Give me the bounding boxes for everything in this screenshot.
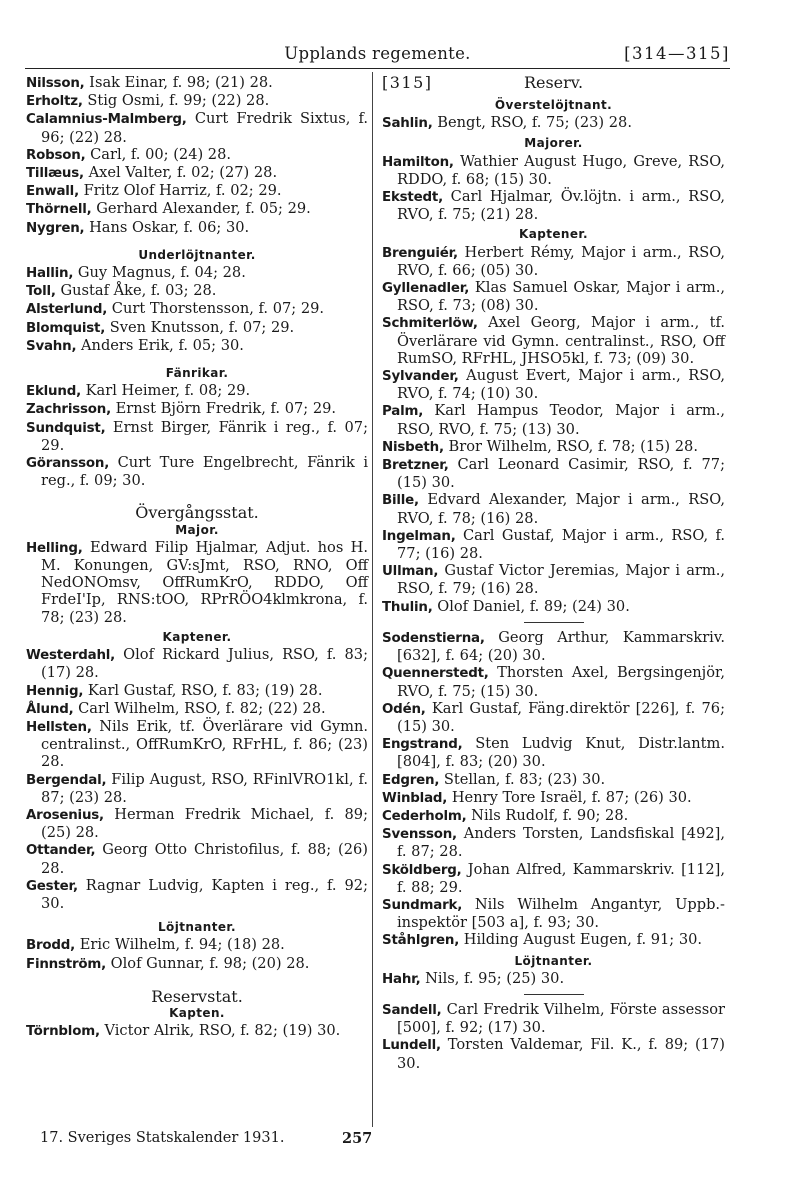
- officer-details: Axel Georg, Major i arm., tf. Överlärare vid Gymn. centralinst., RSO, Off RumSO, RFrHL, JHSO5kl, f. 73; (09) 30.: [397, 314, 725, 367]
- officer-surname: Calamnius-Malmberg,: [26, 112, 187, 128]
- officer-surname: Finnström,: [26, 956, 107, 972]
- officer-entry: [382, 279, 725, 314]
- officer-entry: [26, 1022, 368, 1040]
- officer-entry: [382, 456, 725, 491]
- officer-entry: [382, 970, 725, 988]
- officer-surname: Cederholm,: [382, 808, 467, 824]
- officer-surname: Ullman,: [382, 564, 439, 580]
- officer-surname: Ekstedt,: [382, 190, 443, 206]
- officer-surname: Schmiterlöw,: [382, 316, 478, 332]
- officer-entry: [26, 454, 368, 489]
- officer-surname: Hamilton,: [382, 154, 454, 170]
- officer-entry: [382, 562, 725, 597]
- officer-entry: [26, 419, 368, 454]
- officer-entry: [382, 1036, 725, 1071]
- officer-entry: [26, 955, 368, 973]
- officer-entry: [382, 491, 725, 526]
- officer-details: Anders Torsten, Landsfiskal [492], f. 87; 28.: [397, 825, 725, 861]
- officer-list: [382, 970, 725, 988]
- officer-entry: [382, 807, 725, 825]
- officer-surname: Göransson,: [26, 456, 110, 472]
- officer-surname: Hennig,: [26, 683, 84, 699]
- officer-details: Carl Leonard Casimir, RSO, f. 77; (15) 30.: [397, 456, 725, 492]
- officer-surname: Brenguiér,: [382, 245, 458, 261]
- officer-list: [26, 264, 368, 355]
- officer-surname: Erholtz,: [26, 94, 83, 110]
- officer-details: Gustaf Åke, f. 03; 28.: [55, 282, 217, 300]
- officer-details: Karl Gustaf, RSO, f. 83; (19) 28.: [83, 681, 323, 699]
- officer-surname: Gyllenadler,: [382, 281, 470, 297]
- officer-details: Herbert Rémy, Major i arm., RSO, RVO, f. 66; (05) 30.: [397, 243, 725, 279]
- officer-entry: [26, 264, 368, 282]
- officer-entry: [26, 92, 368, 110]
- officer-details: Fritz Olof Harriz, f. 02; 29.: [78, 182, 282, 200]
- officer-entry: [382, 896, 725, 931]
- officer-details: Wathier August Hugo, Greve, RSO, RDDO, f. 68; (15) 30.: [397, 152, 725, 188]
- officer-details: Edward Filip Hjalmar, Adjut. hos H. M. Konungen, GV:sJmt, RSO, RNO, Off NedONOmsv, OffRumKrO, RDDO, Off FrdeI'Ip, RNS:tOO, RPrRÖO4klmkrona, f. 78; (23) 28.: [41, 538, 368, 626]
- officer-entry: [26, 841, 368, 876]
- officer-surname: Blomquist,: [26, 320, 106, 336]
- officer-details: Eric Wilhelm, f. 94; (18) 28.: [75, 936, 285, 954]
- officer-list: [382, 1001, 725, 1072]
- officer-surname: Sandell,: [382, 1002, 442, 1018]
- officer-entry: [26, 382, 368, 400]
- officer-surname: Bergendal,: [26, 772, 107, 788]
- officer-entry: [26, 200, 368, 218]
- section-subheading: Major.: [175, 522, 219, 537]
- officer-details: Nils Rudolf, f. 90; 28.: [466, 806, 629, 824]
- officer-entry: [382, 598, 725, 616]
- officer-entry: [382, 664, 725, 699]
- officer-entry: [382, 367, 725, 402]
- page-title: Upplands regemente.: [284, 44, 471, 63]
- officer-surname: Ingelman,: [382, 528, 456, 544]
- section-subheading: Underlöjtnanter.: [138, 247, 256, 262]
- officer-entry: [382, 402, 725, 437]
- officer-details: Torsten Valdemar, Fil. K., f. 89; (17) 30.: [397, 1036, 725, 1072]
- section-heading: Övergångsstat.: [135, 503, 259, 523]
- officer-list: [26, 646, 368, 912]
- officer-entry: [26, 877, 368, 912]
- officer-details: Nils Wilhelm Angantyr, Uppb.-inspektör [503 a], f. 93; 30.: [397, 895, 725, 932]
- officer-entry: [382, 314, 725, 367]
- officer-details: Sten Ludvig Knut, Distr.lantm. [804], f. 83; (20) 30.: [397, 735, 725, 771]
- officer-surname: Bretzner,: [382, 458, 449, 474]
- officer-details: Edvard Alexander, Major i arm., RSO, RVO, f. 78; (16) 28.: [397, 491, 725, 527]
- officer-entry: [26, 646, 368, 681]
- officer-list: [26, 539, 368, 626]
- officer-details: Ragnar Ludvig, Kapten i reg., f. 92; 30.: [41, 876, 368, 912]
- officer-entry: [382, 861, 725, 896]
- section-heading: Reserv.: [523, 73, 584, 92]
- officer-surname: Brodd,: [26, 938, 76, 954]
- section-subheading: Löjtnanter.: [514, 953, 593, 968]
- column-divider: [372, 72, 373, 1127]
- officer-entry: [382, 825, 725, 860]
- officer-details: Curt Ture Engelbrecht, Fänrik i reg., f. 09; 30.: [41, 454, 368, 490]
- officer-surname: Sylvander,: [382, 369, 459, 385]
- officer-surname: Bille,: [382, 493, 419, 509]
- officer-entry: [26, 300, 368, 318]
- officer-surname: Sahlin,: [382, 116, 433, 132]
- officer-details: Filip August, RSO, RFinlVRO1kl, f. 87; (23) 28.: [41, 770, 368, 806]
- section-heading: Reservstat.: [151, 986, 243, 1006]
- officer-surname: Robson,: [26, 147, 86, 163]
- page-range: [314—315]: [624, 44, 730, 63]
- officer-details: Nils Erik, tf. Överlärare vid Gymn. centralinst., OffRumKrO, RFrHL, f. 86; (23) 28.: [41, 717, 368, 771]
- officer-entry: [26, 182, 368, 200]
- officer-details: Ernst Birger, Fänrik i reg., f. 07; 29.: [41, 418, 368, 454]
- separator-rule: [524, 994, 584, 995]
- officer-surname: Gester,: [26, 878, 78, 894]
- officer-entry: [26, 771, 368, 806]
- officer-details: Gustaf Victor Jeremias, Major i arm., RSO, f. 79; (16) 28.: [397, 562, 725, 598]
- officer-surname: Westerdahl,: [26, 648, 116, 664]
- officer-entry: [26, 718, 368, 771]
- officer-surname: Winblad,: [382, 790, 448, 806]
- officer-details: Isak Einar, f. 98; (21) 28.: [84, 74, 273, 91]
- page-footer: [40, 1130, 400, 1150]
- officer-details: Carl Gustaf, Major i arm., RSO, f. 77; (16) 28.: [397, 526, 725, 563]
- officer-details: Guy Magnus, f. 04; 28.: [73, 264, 246, 282]
- officer-entry: [382, 700, 725, 735]
- officer-list: [26, 382, 368, 489]
- officer-details: Olof Gunnar, f. 98; (20) 28.: [106, 954, 310, 972]
- officer-details: Axel Valter, f. 02; (27) 28.: [83, 164, 278, 182]
- officer-entry: [26, 806, 368, 841]
- footer-source: 17. Sveriges Statskalender 1931.: [40, 1130, 285, 1146]
- officer-details: Herman Fredrik Michael, f. 89; (25) 28.: [41, 805, 368, 842]
- officer-surname: Törnblom,: [26, 1024, 100, 1040]
- officer-entry: [382, 153, 725, 188]
- officer-surname: Enwall,: [26, 184, 79, 200]
- officer-details: Carl Wilhelm, RSO, f. 82; (22) 28.: [73, 699, 326, 717]
- officer-entry: [382, 629, 725, 664]
- officer-surname: Ottander,: [26, 843, 96, 859]
- officer-surname: Nilsson,: [26, 76, 85, 91]
- officer-surname: Nygren,: [26, 220, 85, 236]
- left-column: [26, 74, 368, 1040]
- officer-details: Curt Fredrik Sixtus, f. 96; (22) 28.: [41, 110, 368, 146]
- officer-entry: [382, 789, 725, 807]
- officer-entry: [26, 146, 368, 164]
- officer-details: Thorsten Axel, Bergsingenjör, RVO, f. 75; (15) 30.: [397, 664, 725, 700]
- officer-details: Karl Hampus Teodor, Major i arm., RSO, RVO, f. 75; (13) 30.: [397, 402, 725, 438]
- officer-list: [382, 629, 725, 950]
- officer-surname: Zachrisson,: [26, 402, 111, 418]
- officer-details: Klas Samuel Oskar, Major i arm., RSO, f. 73; (08) 30.: [397, 279, 725, 315]
- officer-details: Sven Knutsson, f. 07; 29.: [105, 318, 295, 336]
- officer-surname: Sodenstierna,: [382, 630, 485, 646]
- officer-entry: [26, 539, 368, 626]
- officer-entry: [26, 400, 368, 418]
- officer-entry: [26, 282, 368, 300]
- officer-surname: Hellsten,: [26, 719, 92, 735]
- section-subheading: Fänrikar.: [165, 366, 229, 381]
- section-subheading: Överstelöjtnant.: [494, 98, 613, 112]
- officer-details: Olof Daniel, f. 89; (24) 30.: [432, 597, 630, 615]
- officer-surname: Helling,: [26, 540, 83, 556]
- officer-surname: Svahn,: [26, 338, 77, 354]
- officer-entry: [26, 936, 368, 954]
- officer-details: Carl, f. 00; (24) 28.: [85, 145, 232, 163]
- officer-surname: Svensson,: [382, 827, 457, 843]
- officer-details: Bengt, RSO, f. 75; (23) 28.: [432, 114, 632, 132]
- officer-surname: Thörnell,: [26, 202, 92, 218]
- officer-entry: [382, 771, 725, 789]
- officer-surname: Nisbeth,: [382, 439, 444, 455]
- officer-entry: [382, 438, 725, 456]
- officer-details: Henry Tore Israël, f. 87; (26) 30.: [447, 788, 692, 806]
- section-subheading: Löjtnanter.: [158, 920, 236, 935]
- officer-details: Curt Thorstensson, f. 07; 29.: [107, 300, 325, 318]
- officer-details: Ernst Björn Fredrik, f. 07; 29.: [110, 400, 337, 418]
- officer-details: Hilding August Eugen, f. 91; 30.: [459, 931, 703, 949]
- officer-entry: [382, 735, 725, 770]
- officer-surname: Edgren,: [382, 772, 440, 788]
- officer-surname: Lundell,: [382, 1038, 441, 1054]
- officer-details: Gerhard Alexander, f. 05; 29.: [91, 200, 311, 218]
- officer-entry: [382, 114, 725, 132]
- officer-details: Olof Rickard Julius, RSO, f. 83; (17) 28.: [41, 646, 368, 682]
- officer-entry: [26, 700, 368, 718]
- officer-entry: [382, 931, 725, 949]
- officer-surname: Odén,: [382, 701, 426, 717]
- officer-entry: [26, 219, 368, 237]
- section-subheading: Kaptener.: [162, 629, 232, 644]
- officer-surname: Engstrand,: [382, 737, 463, 753]
- officer-details: Stig Osmi, f. 99; (22) 28.: [82, 92, 270, 110]
- officer-details: Karl Heimer, f. 08; 29.: [80, 382, 251, 400]
- section-number: [315]: [382, 73, 433, 92]
- officer-surname: Ståhlgren,: [382, 933, 460, 949]
- officer-details: Georg Otto Christofilus, f. 88; (26) 28.: [41, 841, 368, 877]
- section-subheading: Kapten.: [169, 1005, 225, 1020]
- officer-entry: [26, 319, 368, 337]
- officer-list: [382, 114, 725, 132]
- officer-surname: Ålund,: [26, 701, 74, 717]
- officer-entry: [382, 527, 725, 562]
- page-number: 257: [342, 1130, 373, 1147]
- officer-surname: Hallin,: [26, 266, 74, 282]
- page-header: [25, 44, 730, 68]
- officer-surname: Sundquist,: [26, 420, 106, 436]
- officer-list: [382, 153, 725, 224]
- section-subheading: Majorer.: [524, 136, 583, 151]
- officer-surname: Thulin,: [382, 599, 433, 615]
- officer-details: Karl Gustaf, Fäng.direktör [226], f. 76; (15) 30.: [397, 699, 725, 735]
- officer-entry: [382, 188, 725, 223]
- officer-entry: [26, 337, 368, 355]
- officer-surname: Palm,: [382, 404, 424, 420]
- officer-details: Victor Alrik, RSO, f. 82; (19) 30.: [99, 1022, 341, 1040]
- officer-details: Hans Oskar, f. 06; 30.: [84, 218, 250, 236]
- separator-rule: [524, 622, 584, 623]
- officer-details: Stellan, f. 83; (23) 30.: [439, 770, 606, 788]
- officer-surname: Sköldberg,: [382, 862, 462, 878]
- officer-surname: Quennerstedt,: [382, 666, 489, 682]
- officer-surname: Sundmark,: [382, 897, 463, 913]
- right-column: [382, 74, 725, 1072]
- officer-details: Carl Fredrik Vilhelm, Förste assessor [500], f. 92; (17) 30.: [397, 1000, 725, 1037]
- officer-list: [26, 936, 368, 972]
- reserv-header: [382, 74, 725, 94]
- officer-details: Nils, f. 95; (25) 30.: [420, 969, 565, 987]
- officer-surname: Alsterlund,: [26, 302, 108, 318]
- officer-entry: [26, 164, 368, 182]
- officer-entry: [26, 110, 368, 145]
- officer-details: Anders Erik, f. 05; 30.: [76, 336, 244, 354]
- officer-list: [382, 244, 725, 616]
- officer-surname: Eklund,: [26, 384, 81, 400]
- officer-details: Bror Wilhelm, RSO, f. 78; (15) 28.: [443, 437, 698, 455]
- officer-details: Johan Alfred, Kammarskriv. [112], f. 88; 29.: [397, 860, 725, 896]
- officer-list: [26, 74, 368, 237]
- officer-entry: [26, 682, 368, 700]
- officer-entry: [26, 74, 368, 92]
- officer-surname: Arosenius,: [26, 807, 104, 823]
- officer-entry: [382, 1001, 725, 1036]
- officer-details: August Evert, Major i arm., RSO, RVO, f. 74; (10) 30.: [397, 367, 725, 403]
- officer-list: [26, 1022, 368, 1040]
- officer-surname: Hahr,: [382, 971, 421, 987]
- officer-details: Georg Arthur, Kammarskriv. [632], f. 64; (20) 30.: [397, 628, 725, 665]
- officer-entry: [382, 244, 725, 279]
- header-rule: [25, 68, 730, 69]
- officer-details: Carl Hjalmar, Öv.löjtn. i arm., RSO, RVO, f. 75; (21) 28.: [397, 188, 725, 224]
- section-subheading: Kaptener.: [519, 227, 588, 242]
- officer-surname: Toll,: [26, 284, 56, 300]
- officer-surname: Tillæus,: [26, 166, 84, 182]
